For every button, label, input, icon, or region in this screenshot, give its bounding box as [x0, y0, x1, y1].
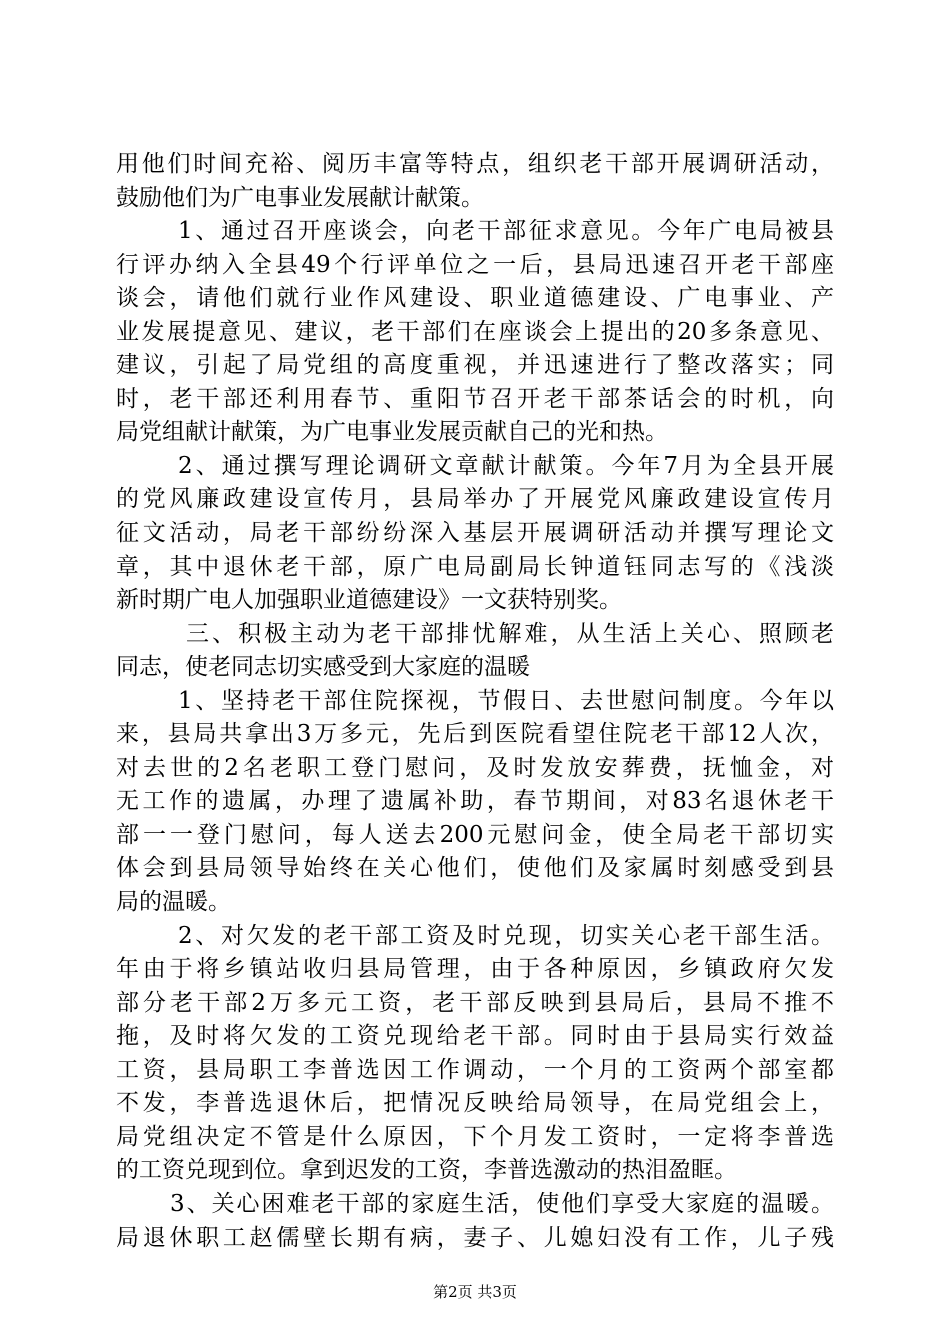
text-line: 局党组献计献策，为广电事业发展贡献自己的光和热。: [116, 419, 668, 446]
text-line: 局党组决定不管是什么原因，下个月发工资时，一定将李普选: [116, 1123, 834, 1150]
text-line: 行评办纳入全县49个行评单位之一后，县局迅速召开老干部座: [116, 251, 834, 278]
text-line: 局的温暖。: [116, 889, 231, 916]
text-line: 用他们时间充裕、阅历丰富等特点，组织老干部开展调研活动，: [116, 151, 834, 177]
text-line: 三、积极主动为老干部排忧解难，从生活上关心、照顾老: [186, 620, 834, 647]
text-line: 1、坚持老干部住院探视，节假日、去世慰问制度。今年以: [178, 687, 834, 714]
text-line: 部分老干部2万多元工资，老干部反映到县局后，县局不推不: [116, 989, 834, 1016]
document-body: [116, 148, 834, 1255]
text-line: 部一一登门慰问，每人送去200元慰问金，使全局老干部切实: [116, 821, 834, 848]
text-line: 谈会，请他们就行业作风建设、职业道德建设、广电事业、产: [116, 285, 834, 312]
text-line: 不发，李普选退休后，把情况反映给局领导，在局党组会上，: [116, 1090, 834, 1117]
text-line: 鼓励他们为广电事业发展献计献策。: [116, 184, 484, 211]
text-line: 新时期广电人加强职业道德建设》一文获特别奖。: [116, 587, 622, 614]
text-line: 同志，使老同志切实感受到大家庭的温暖: [116, 654, 530, 681]
text-line: 拖，及时将欠发的工资兑现给老干部。同时由于县局实行效益: [116, 1023, 834, 1050]
text-line: 章，其中退休老干部，原广电局副局长钟道钰同志写的《浅淡: [116, 553, 834, 580]
text-line: 2、对欠发的老干部工资及时兑现，切实关心老干部生活。: [178, 922, 834, 949]
page-footer: 第2页 共3页: [433, 1283, 517, 1301]
text-line: 来，县局共拿出3万多元，先后到医院看望住院老干部12人次，: [116, 721, 834, 748]
text-line: 3、关心困难老干部的家庭生活，使他们享受大家庭的温暖。: [170, 1190, 834, 1217]
text-line: 的工资兑现到位。拿到迟发的工资，李普选激动的热泪盈眶。: [116, 1157, 737, 1184]
text-line: 时，老干部还利用春节、重阳节召开老干部茶话会的时机，向: [116, 385, 834, 412]
text-line: 征文活动，局老干部纷纷深入基层开展调研活动并撰写理论文: [116, 520, 834, 547]
text-line: 2、通过撰写理论调研文章献计献策。今年7月为全县开展: [178, 452, 834, 479]
text-line: 体会到县局领导始终在关心他们，使他们及家属时刻感受到县: [116, 855, 834, 882]
text-line: 的党风廉政建设宣传月，县局举办了开展党风廉政建设宣传月: [116, 486, 834, 513]
text-line: 对去世的2名老职工登门慰问，及时发放安葬费，抚恤金，对: [116, 754, 834, 781]
text-line: 年由于将乡镇站收归县局管理，由于各种原因，乡镇政府欠发: [116, 956, 834, 983]
text-line: 业发展提意见、建议，老干部们在座谈会上提出的20多条意见、: [116, 318, 834, 345]
text-line: 1、通过召开座谈会，向老干部征求意见。今年广电局被县: [178, 218, 834, 245]
text-line: 建议，引起了局党组的高度重视，并迅速进行了整改落实；同: [116, 352, 834, 379]
text-line: 工资，县局职工李普选因工作调动，一个月的工资两个部室都: [116, 1056, 834, 1083]
text-line: 局退休职工赵儒壁长期有病，妻子、儿媳妇没有工作，儿子残: [116, 1224, 834, 1251]
text-line: 无工作的遗属，办理了遗属补助，春节期间，对83名退休老干: [116, 788, 834, 815]
